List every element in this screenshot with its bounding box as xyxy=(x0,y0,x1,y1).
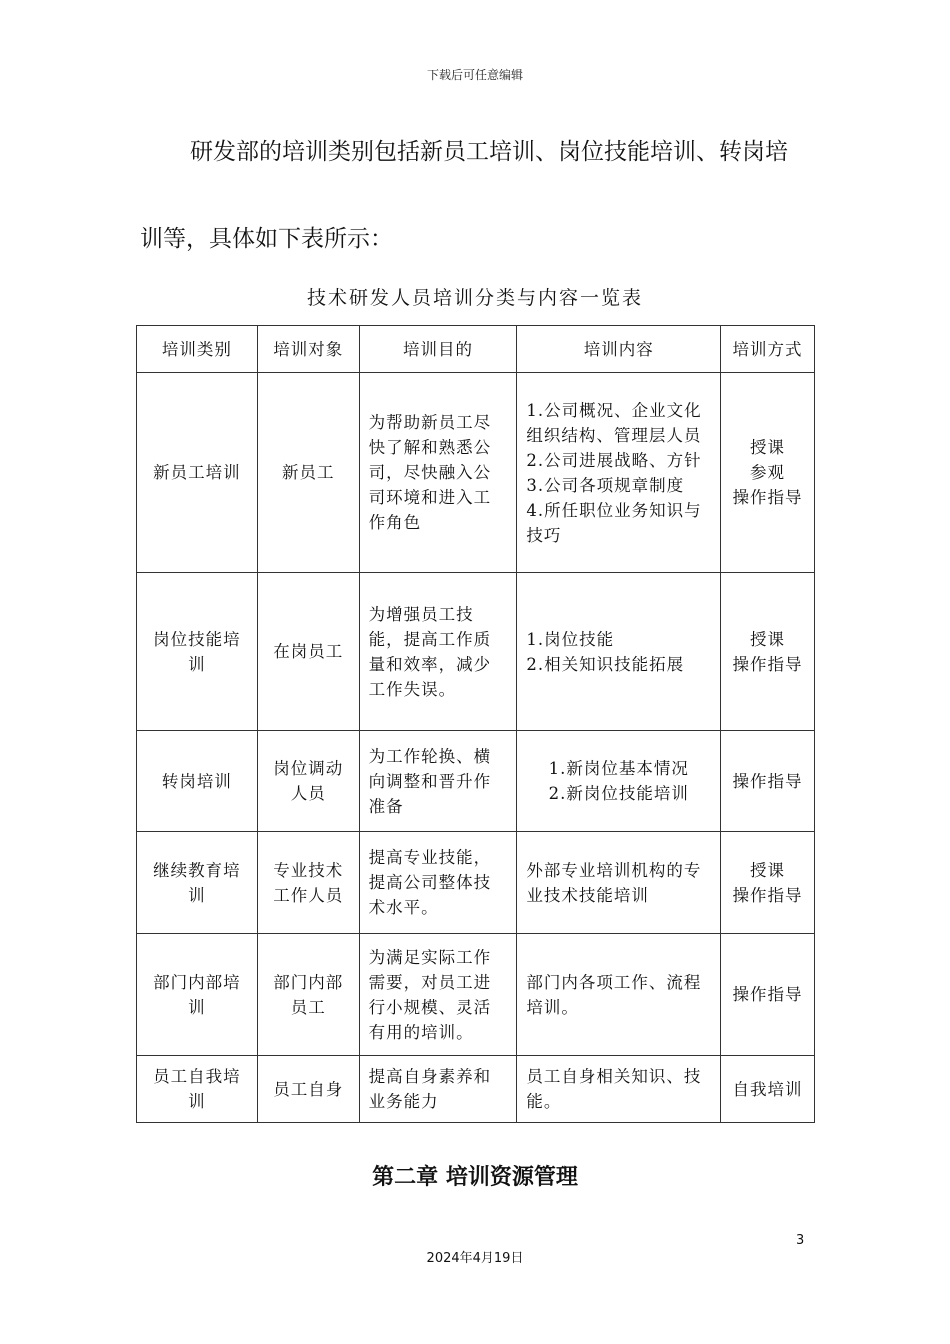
cell-target: 在岗员工 xyxy=(257,573,359,731)
table-header-row xyxy=(137,326,815,373)
header-content: 培训内容 xyxy=(517,326,721,373)
table-row xyxy=(137,731,815,832)
cell-method: 操作指导 xyxy=(721,731,815,832)
table-row xyxy=(137,832,815,934)
cell-category: 岗位技能培训 xyxy=(137,573,258,731)
page-header: 下载后可任意编辑 xyxy=(426,68,523,82)
cell-category: 转岗培训 xyxy=(137,731,258,832)
table-row xyxy=(137,1056,815,1123)
table-caption: 技术研发人员培训分类与内容一览表 xyxy=(306,287,643,309)
page-number: 3 xyxy=(796,1233,805,1248)
footer-date: 2024年4月19日 xyxy=(426,1251,524,1266)
intro-paragraph-line-1: 研发部的培训类别包括新员工培训、岗位技能培训、转岗培 xyxy=(190,139,788,165)
cell-target: 新员工 xyxy=(257,373,359,573)
header-category: 培训类别 xyxy=(137,326,258,373)
header-target: 培训对象 xyxy=(257,326,359,373)
cell-target: 岗位调动人员 xyxy=(257,731,359,832)
cell-target: 部门内部员工 xyxy=(257,934,359,1056)
chapter-title: 第二章 培训资源管理 xyxy=(372,1165,578,1190)
cell-category: 部门内部培训 xyxy=(137,934,258,1056)
header-purpose: 培训目的 xyxy=(359,326,517,373)
table-row xyxy=(137,934,815,1056)
intro-paragraph-line-2: 训等，具体如下表所示： xyxy=(140,226,393,252)
cell-content: 1.新岗位基本情况 2.新岗位技能培训 xyxy=(517,731,721,832)
header-method: 培训方式 xyxy=(721,326,815,373)
cell-target: 专业技术工作人员 xyxy=(257,832,359,934)
cell-category: 新员工培训 xyxy=(137,373,258,573)
cell-content: 外部专业培训机构的专业技术技能培训 xyxy=(517,832,721,934)
cell-category: 员工自我培训 xyxy=(137,1056,258,1123)
cell-method: 操作指导 xyxy=(721,934,815,1056)
cell-purpose: 提高专业技能，提高公司整体技术水平。 xyxy=(359,832,517,934)
cell-method: 授课 操作指导 xyxy=(721,832,815,934)
cell-content: 1.岗位技能 2.相关知识技能拓展 xyxy=(517,573,721,731)
training-table xyxy=(136,325,815,1123)
cell-method: 自我培训 xyxy=(721,1056,815,1123)
table-row xyxy=(137,573,815,731)
cell-purpose: 为满足实际工作需要，对员工进行小规模、灵活有用的培训。 xyxy=(359,934,517,1056)
cell-purpose: 为帮助新员工尽快了解和熟悉公司，尽快融入公司环境和进入工作角色 xyxy=(359,373,517,573)
cell-content: 部门内各项工作、流程培训。 xyxy=(517,934,721,1056)
cell-purpose: 为工作轮换、横向调整和晋升作准备 xyxy=(359,731,517,832)
cell-method: 授课 参观 操作指导 xyxy=(721,373,815,573)
cell-content: 员工自身相关知识、技能。 xyxy=(517,1056,721,1123)
cell-purpose: 为增强员工技能，提高工作质量和效率，减少工作失误。 xyxy=(359,573,517,731)
cell-target: 员工自身 xyxy=(257,1056,359,1123)
cell-purpose: 提高自身素养和业务能力 xyxy=(359,1056,517,1123)
cell-category: 继续教育培训 xyxy=(137,832,258,934)
cell-content: 1.公司概况、企业文化组织结构、管理层人员 2.公司进展战略、方针 3.公司各项规章制度 4.所任职位业务知识与技巧 xyxy=(517,373,721,573)
cell-method: 授课 操作指导 xyxy=(721,573,815,731)
table-row xyxy=(137,373,815,573)
